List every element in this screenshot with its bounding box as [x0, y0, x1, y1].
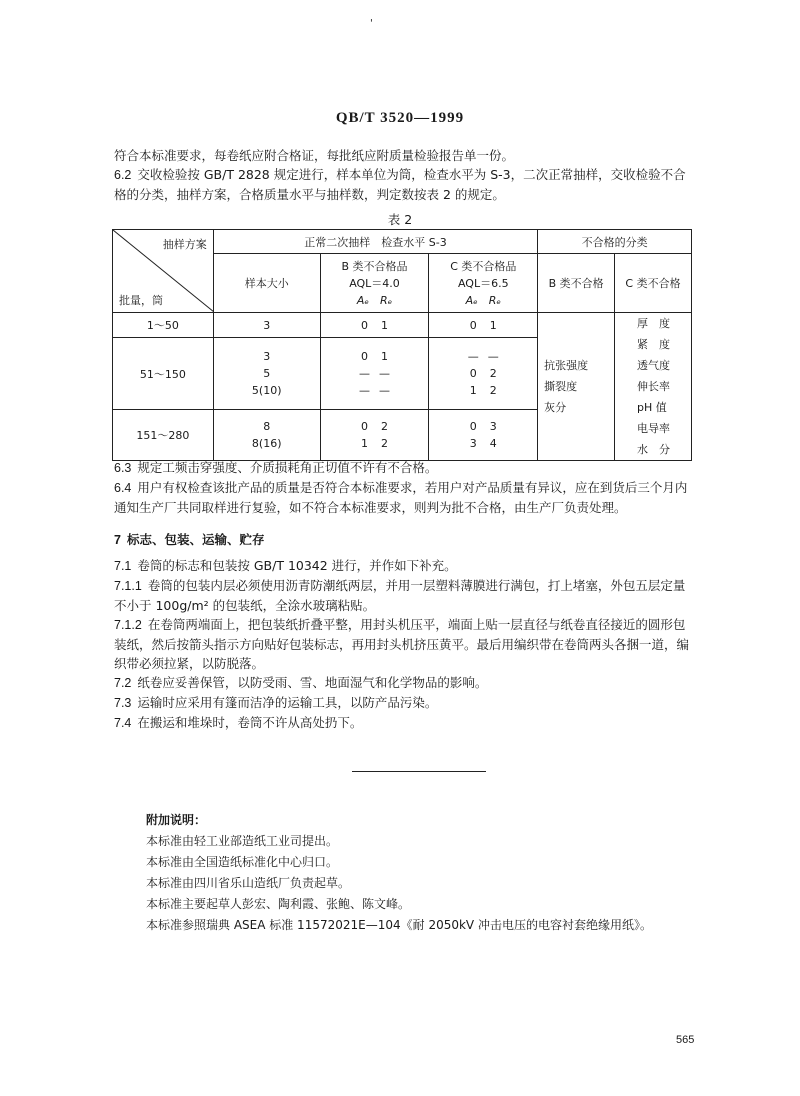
- paragraph-7-3: 7.3 运输时应采用有篷而洁净的运输工具，以防产品污染。: [114, 695, 438, 710]
- clauses-6: [114, 458, 694, 517]
- note-line: 本标准参照瑞典 ASEA 标准 11572021E—104《耐 2050kV 冲击电压的电容衬套绝缘用纸》。: [146, 918, 652, 932]
- scan-mark: ': [370, 18, 373, 29]
- paragraph: 符合本标准要求，每卷纸应附合格证，每批纸应附质量检验报告单一份。: [114, 148, 515, 163]
- end-divider: [352, 771, 486, 772]
- sampling-plan-header: 正常二次抽样 检查水平 S-3: [213, 230, 537, 254]
- table-row: 151～280 8 8(16) 0 2 1 2 0 3 3 4: [113, 410, 692, 461]
- note-line: 本标准由全国造纸标准化中心归口。: [146, 855, 339, 869]
- additional-notes: [146, 810, 706, 936]
- b-class-header: B 类不合格: [538, 254, 615, 313]
- paragraph-6-4: 6.4 用户有权检查该批产品的质量是否符合本标准要求，若用户对产品质量有异议，应在到货后三个月内通知生产厂共同取样进行复验，如不符合本标准要求，则判为批不合格，由生产厂负责处理。: [114, 480, 688, 515]
- section-7-heading: 7 标志、包装、运输、贮存: [114, 532, 265, 547]
- diagonal-header-cell: 抽样方案 批量，筒: [113, 230, 214, 313]
- page-header: QB/T 3520—1999: [335, 110, 465, 126]
- table-row: 51～150 3 5 5(10) 0 1 — — — — — — 0 2 1 2: [113, 338, 692, 410]
- paragraph-7-1: 7.1 卷筒的标志和包装按 GB/T 10342 进行，并作如下补充。: [114, 558, 457, 573]
- c-class-items: 厚 度 紧 度 透气度 伸长率 pH 值 电导率 水 分: [615, 313, 692, 461]
- paragraph-7-4: 7.4 在搬运和堆垛时，卷筒不许从高处扔下。: [114, 715, 363, 730]
- paragraph-7-1-2: 7.1.2 在卷筒两端面上，把包装纸折叠平整，用封头机压平，端面上贴一层直径与纸卷直径接近的圆形包装纸，然后按箭头指示方向贴好包装标志，再用封头机挤压黄平。最后用编织带在卷筒两头各捆一道，编织带必须拉紧，以防脱落。: [114, 617, 690, 671]
- note-line: 本标准主要起草人彭宏、陶利霞、张鲍、陈文峰。: [146, 897, 411, 911]
- c-aql-header: C 类不合格品 AQL＝6.5 Aₑ Rₑ: [429, 254, 538, 313]
- b-aql-header: B 类不合格品 AQL＝4.0 Aₑ Rₑ: [320, 254, 429, 313]
- paragraph-7-1-1: 7.1.1 卷筒的包装内层必须使用沥青防潮纸两层，并用一层塑料薄膜进行满包，打上堵塞，外包五层定量不小于 100g/m² 的包装纸，全涂水玻璃粘贴。: [114, 578, 686, 613]
- c-class-header: C 类不合格: [615, 254, 692, 313]
- clauses-7: [114, 556, 694, 733]
- class-header: 不合格的分类: [538, 230, 692, 254]
- paragraph-7-2: 7.2 纸卷应妥善保管，以防受雨、雪、地面湿气和化学物品的影响。: [114, 675, 488, 690]
- note-line: 本标准由四川省乐山造纸厂负责起草。: [146, 876, 351, 890]
- paragraph-6-3: 6.3 规定工频击穿强度、介质损耗角正切值不许有不合格。: [114, 460, 438, 475]
- page-number: 565: [676, 1034, 695, 1046]
- note-line: 本标准由轻工业部造纸工业司提出。: [146, 834, 339, 848]
- table-row: 1～50 3 0 1 0 1 抗张强度 撕裂度 灰分 厚 度 紧 度 透气度 伸长率 pH 值 电导率 水 分: [113, 313, 692, 338]
- paragraph-6-2: 6.2 交收检验按 GB/T 2828 规定进行，样本单位为筒，检查水平为 S-3，二次正常抽样，交收检验不合格的分类，抽样方案，合格质量水平与抽样数，判定数按表 2 的规定。: [114, 167, 686, 202]
- table-title: 表 2: [387, 212, 413, 227]
- intro-paragraphs: [114, 146, 694, 204]
- b-class-items: 抗张强度 撕裂度 灰分: [538, 313, 615, 461]
- notes-title: 附加说明：: [146, 813, 207, 827]
- sample-size-header: 样本大小: [213, 254, 320, 313]
- table-2: [112, 229, 692, 461]
